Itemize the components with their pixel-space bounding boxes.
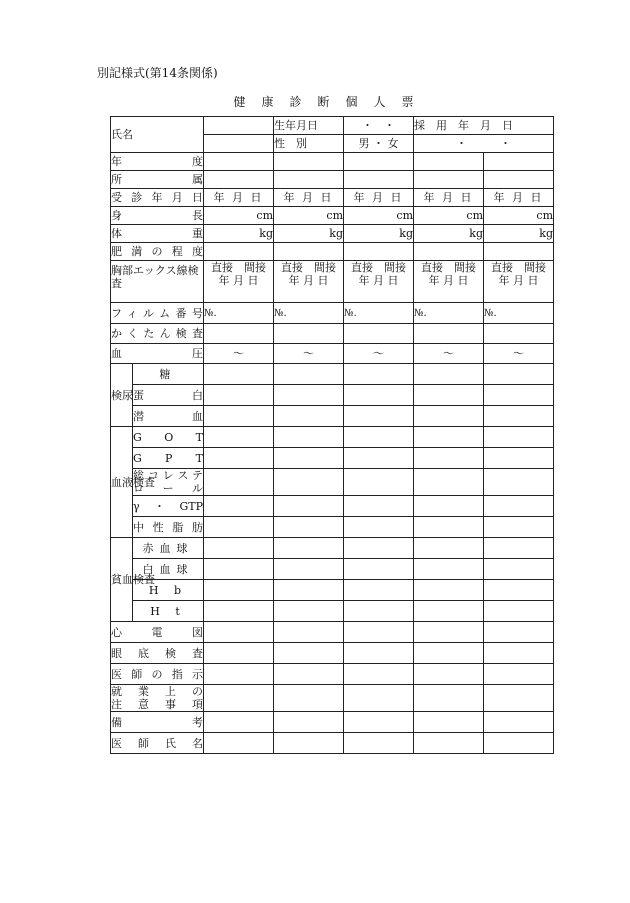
bp-cell[interactable]: ～ bbox=[414, 344, 484, 364]
urine-group-label: 検尿 bbox=[111, 364, 133, 427]
blood-item-label: γ・GTP bbox=[133, 496, 204, 517]
cell[interactable] bbox=[204, 538, 274, 559]
cell[interactable] bbox=[204, 496, 274, 517]
cell[interactable] bbox=[414, 685, 484, 712]
sputum-label: かくたん検査 bbox=[111, 324, 204, 344]
xray-method: 直接 間接 bbox=[351, 261, 406, 274]
cell[interactable] bbox=[344, 643, 414, 664]
sputum-row bbox=[111, 324, 554, 344]
chest-xray-row bbox=[111, 261, 554, 303]
cell[interactable] bbox=[414, 559, 484, 580]
cell[interactable] bbox=[484, 733, 554, 754]
xray-date: 年 月 日 bbox=[358, 274, 399, 287]
cell[interactable] bbox=[344, 448, 414, 469]
xray-cell[interactable] bbox=[414, 261, 484, 303]
cell[interactable] bbox=[204, 469, 274, 496]
doctor-instruction-row bbox=[111, 664, 554, 685]
cell[interactable] bbox=[274, 622, 344, 643]
cell[interactable] bbox=[204, 622, 274, 643]
obesity-label: 肥満の程度 bbox=[111, 243, 204, 261]
cell[interactable] bbox=[414, 324, 484, 344]
cell[interactable] bbox=[204, 580, 274, 601]
cell[interactable] bbox=[344, 580, 414, 601]
xray-method: 直接 間接 bbox=[211, 261, 266, 274]
remarks-row bbox=[111, 712, 554, 733]
cell[interactable] bbox=[274, 559, 344, 580]
cell[interactable] bbox=[204, 517, 274, 538]
cell[interactable] bbox=[204, 685, 274, 712]
cell[interactable] bbox=[414, 385, 484, 406]
cell[interactable] bbox=[344, 685, 414, 712]
name-field-2[interactable] bbox=[204, 135, 274, 153]
cell[interactable] bbox=[274, 664, 344, 685]
anemia-hb-row bbox=[111, 580, 554, 601]
cell[interactable] bbox=[484, 153, 554, 171]
cell[interactable] bbox=[274, 364, 344, 385]
cell[interactable] bbox=[484, 171, 554, 189]
hire-date-field[interactable]: ・ ・ bbox=[414, 135, 554, 153]
cell[interactable] bbox=[204, 153, 274, 171]
cell[interactable] bbox=[344, 517, 414, 538]
cell[interactable] bbox=[484, 538, 554, 559]
cell[interactable] bbox=[344, 733, 414, 754]
cell[interactable] bbox=[274, 171, 344, 189]
blood-ggtp-row bbox=[111, 496, 554, 517]
cell[interactable] bbox=[484, 712, 554, 733]
cell[interactable] bbox=[204, 406, 274, 427]
cell[interactable] bbox=[344, 496, 414, 517]
urine-item-label: 潜血 bbox=[133, 406, 204, 427]
kg-cell[interactable]: kg bbox=[204, 225, 274, 243]
blood-gpt-row bbox=[111, 448, 554, 469]
urine-sugar-row bbox=[111, 364, 554, 385]
cell[interactable] bbox=[484, 643, 554, 664]
cell[interactable] bbox=[484, 364, 554, 385]
obesity-row bbox=[111, 243, 554, 261]
cell[interactable] bbox=[274, 324, 344, 344]
blood-pressure-label: 血圧 bbox=[111, 344, 204, 364]
cell[interactable] bbox=[414, 580, 484, 601]
kg-cell[interactable]: kg bbox=[414, 225, 484, 243]
remarks-label: 備考 bbox=[111, 712, 204, 733]
kg-cell[interactable]: kg bbox=[484, 225, 554, 243]
xray-method: 直接 間接 bbox=[421, 261, 476, 274]
date-cell[interactable]: 年 月 日 bbox=[274, 189, 344, 207]
xray-cell[interactable] bbox=[344, 261, 414, 303]
cell[interactable] bbox=[274, 643, 344, 664]
cell[interactable] bbox=[484, 385, 554, 406]
blood-group-label: 血液検査 bbox=[111, 427, 133, 538]
cell[interactable] bbox=[484, 469, 554, 496]
cell[interactable] bbox=[344, 364, 414, 385]
cell[interactable] bbox=[484, 559, 554, 580]
birth-label: 生年月日 bbox=[274, 117, 344, 135]
cell[interactable] bbox=[414, 243, 484, 261]
cell[interactable] bbox=[274, 601, 344, 622]
work-notes-row bbox=[111, 685, 554, 712]
blood-got-row bbox=[111, 427, 554, 448]
anemia-ht-row bbox=[111, 601, 554, 622]
cell[interactable] bbox=[484, 601, 554, 622]
name-field[interactable] bbox=[204, 117, 274, 135]
blood-pressure-row bbox=[111, 344, 554, 364]
cell[interactable] bbox=[204, 448, 274, 469]
cell[interactable] bbox=[414, 496, 484, 517]
cell[interactable] bbox=[344, 664, 414, 685]
blood-cholesterol-row bbox=[111, 469, 554, 496]
cell[interactable] bbox=[344, 243, 414, 261]
cell[interactable] bbox=[414, 622, 484, 643]
cm-cell[interactable]: cm bbox=[274, 207, 344, 225]
cell[interactable] bbox=[414, 664, 484, 685]
cell[interactable] bbox=[344, 469, 414, 496]
cell[interactable] bbox=[484, 517, 554, 538]
cell[interactable] bbox=[484, 685, 554, 712]
health-exam-form bbox=[110, 116, 554, 754]
anemia-wbc-row bbox=[111, 559, 554, 580]
cell[interactable] bbox=[484, 580, 554, 601]
cm-cell[interactable]: cm bbox=[344, 207, 414, 225]
no-cell[interactable]: №. bbox=[414, 303, 484, 324]
anemia-item-label: 赤血球 bbox=[133, 538, 204, 559]
form-title: 健康診断個人票 bbox=[233, 95, 430, 109]
cell[interactable] bbox=[344, 385, 414, 406]
urine-item-label: 糖 bbox=[133, 364, 204, 385]
doctor-name-label: 医師氏名 bbox=[111, 733, 204, 754]
anemia-rbc-row bbox=[111, 538, 554, 559]
birth-field[interactable]: ・ ・ bbox=[344, 117, 414, 135]
weight-row bbox=[111, 225, 554, 243]
form-note: 別記様式(第14条関係) bbox=[97, 66, 218, 80]
xray-cell[interactable] bbox=[484, 261, 554, 303]
cm-cell[interactable]: cm bbox=[484, 207, 554, 225]
cell[interactable] bbox=[204, 733, 274, 754]
cell[interactable] bbox=[204, 364, 274, 385]
no-cell[interactable]: №. bbox=[484, 303, 554, 324]
date-cell[interactable]: 年 月 日 bbox=[344, 189, 414, 207]
cell[interactable] bbox=[344, 324, 414, 344]
cell[interactable] bbox=[204, 643, 274, 664]
height-label: 身長 bbox=[111, 207, 204, 225]
xray-method: 直接 間接 bbox=[281, 261, 336, 274]
cell[interactable] bbox=[274, 406, 344, 427]
cell[interactable] bbox=[344, 601, 414, 622]
cell[interactable] bbox=[274, 385, 344, 406]
blood-item-label: 総コレステ ロール bbox=[133, 469, 203, 495]
bp-cell[interactable]: ～ bbox=[344, 344, 414, 364]
film-no-row bbox=[111, 303, 554, 324]
cell[interactable] bbox=[204, 385, 274, 406]
cell[interactable] bbox=[344, 427, 414, 448]
chest-xray-label: 胸部エックス線検査 bbox=[111, 261, 204, 303]
cm-cell[interactable]: cm bbox=[414, 207, 484, 225]
ecg-label: 心電図 bbox=[111, 622, 204, 643]
cell[interactable] bbox=[204, 559, 274, 580]
film-no-label: フィルム番号 bbox=[111, 303, 204, 324]
cell[interactable] bbox=[204, 427, 274, 448]
blood-tg-row bbox=[111, 517, 554, 538]
xray-cell[interactable] bbox=[274, 261, 344, 303]
cell[interactable] bbox=[274, 580, 344, 601]
cell[interactable] bbox=[344, 538, 414, 559]
xray-date: 年 月 日 bbox=[288, 274, 329, 287]
anemia-item-label: 白血球 bbox=[133, 559, 204, 580]
cell[interactable] bbox=[274, 243, 344, 261]
cell[interactable] bbox=[414, 517, 484, 538]
cell[interactable] bbox=[204, 243, 274, 261]
cell[interactable] bbox=[484, 496, 554, 517]
cell[interactable] bbox=[484, 406, 554, 427]
department-row bbox=[111, 171, 554, 189]
hire-date-label: 採 用 年 月 日 bbox=[414, 117, 554, 135]
cell[interactable] bbox=[344, 712, 414, 733]
no-cell[interactable]: №. bbox=[344, 303, 414, 324]
xray-method: 直接 間接 bbox=[491, 261, 546, 274]
cell[interactable] bbox=[274, 733, 344, 754]
cell[interactable] bbox=[274, 685, 344, 712]
date-cell[interactable]: 年 月 日 bbox=[484, 189, 554, 207]
cell[interactable] bbox=[414, 171, 484, 189]
xray-date: 年 月 日 bbox=[218, 274, 259, 287]
cell[interactable] bbox=[414, 153, 484, 171]
exam-date-row bbox=[111, 189, 554, 207]
cell[interactable] bbox=[484, 664, 554, 685]
cell[interactable] bbox=[344, 622, 414, 643]
cell[interactable] bbox=[344, 171, 414, 189]
cell[interactable] bbox=[274, 448, 344, 469]
xray-date: 年 月 日 bbox=[428, 274, 469, 287]
cell[interactable] bbox=[484, 622, 554, 643]
height-row bbox=[111, 207, 554, 225]
kg-cell[interactable]: kg bbox=[344, 225, 414, 243]
ecg-row bbox=[111, 622, 554, 643]
cell[interactable] bbox=[274, 517, 344, 538]
weight-label: 体重 bbox=[111, 225, 204, 243]
bp-cell[interactable]: ～ bbox=[204, 344, 274, 364]
xray-cell[interactable] bbox=[204, 261, 274, 303]
cell[interactable] bbox=[274, 496, 344, 517]
anemia-item-label: H b bbox=[133, 580, 204, 601]
name-label: 氏名 bbox=[111, 117, 204, 153]
cell[interactable] bbox=[414, 733, 484, 754]
cell[interactable] bbox=[274, 469, 344, 496]
fundus-row bbox=[111, 643, 554, 664]
blood-item-label: 中性脂肪 bbox=[133, 517, 204, 538]
cell[interactable] bbox=[484, 243, 554, 261]
urine-protein-row bbox=[111, 385, 554, 406]
blood-item-label: G O T bbox=[133, 427, 204, 448]
no-cell[interactable]: №. bbox=[274, 303, 344, 324]
urine-item-label: 蛋白 bbox=[133, 385, 204, 406]
cell[interactable] bbox=[414, 601, 484, 622]
cell[interactable] bbox=[344, 153, 414, 171]
fiscal-year-row bbox=[111, 153, 554, 171]
cell[interactable] bbox=[344, 559, 414, 580]
sex-field[interactable]: 男 ・ 女 bbox=[344, 135, 414, 153]
cell[interactable] bbox=[484, 427, 554, 448]
cell[interactable] bbox=[414, 643, 484, 664]
cell[interactable] bbox=[484, 324, 554, 344]
cell[interactable] bbox=[414, 364, 484, 385]
xray-date: 年 月 日 bbox=[498, 274, 539, 287]
cell[interactable] bbox=[204, 171, 274, 189]
anemia-group-label: 貧血検査 bbox=[111, 538, 133, 622]
no-cell[interactable]: №. bbox=[204, 303, 274, 324]
bp-cell[interactable]: ～ bbox=[484, 344, 554, 364]
cell[interactable] bbox=[414, 469, 484, 496]
cell[interactable] bbox=[414, 712, 484, 733]
fiscal-year-label: 年度 bbox=[111, 153, 204, 171]
cell[interactable] bbox=[484, 448, 554, 469]
date-cell[interactable]: 年 月 日 bbox=[204, 189, 274, 207]
cell[interactable] bbox=[204, 664, 274, 685]
cell[interactable] bbox=[274, 427, 344, 448]
cell[interactable] bbox=[414, 427, 484, 448]
cell[interactable] bbox=[204, 712, 274, 733]
exam-date-label: 受診年月日 bbox=[111, 189, 204, 207]
cell[interactable] bbox=[414, 448, 484, 469]
bp-cell[interactable]: ～ bbox=[274, 344, 344, 364]
doctor-name-row bbox=[111, 733, 554, 754]
work-notes-label: 就業上の 注意事項 bbox=[111, 685, 203, 711]
blood-item-label: G P T bbox=[133, 448, 204, 469]
urine-blood-row bbox=[111, 406, 554, 427]
cell[interactable] bbox=[204, 324, 274, 344]
cm-cell[interactable]: cm bbox=[204, 207, 274, 225]
cell[interactable] bbox=[414, 406, 484, 427]
cell[interactable] bbox=[204, 601, 274, 622]
department-label: 所属 bbox=[111, 171, 204, 189]
date-cell[interactable]: 年 月 日 bbox=[414, 189, 484, 207]
fundus-label: 眼底検査 bbox=[111, 643, 204, 664]
cell[interactable] bbox=[344, 406, 414, 427]
cell[interactable] bbox=[274, 153, 344, 171]
doctor-instruction-label: 医師の指示 bbox=[111, 664, 204, 685]
cell[interactable] bbox=[274, 712, 344, 733]
anemia-item-label: H t bbox=[133, 601, 204, 622]
cell[interactable] bbox=[274, 538, 344, 559]
sex-label: 性 別 bbox=[274, 135, 344, 153]
cell[interactable] bbox=[414, 538, 484, 559]
kg-cell[interactable]: kg bbox=[274, 225, 344, 243]
